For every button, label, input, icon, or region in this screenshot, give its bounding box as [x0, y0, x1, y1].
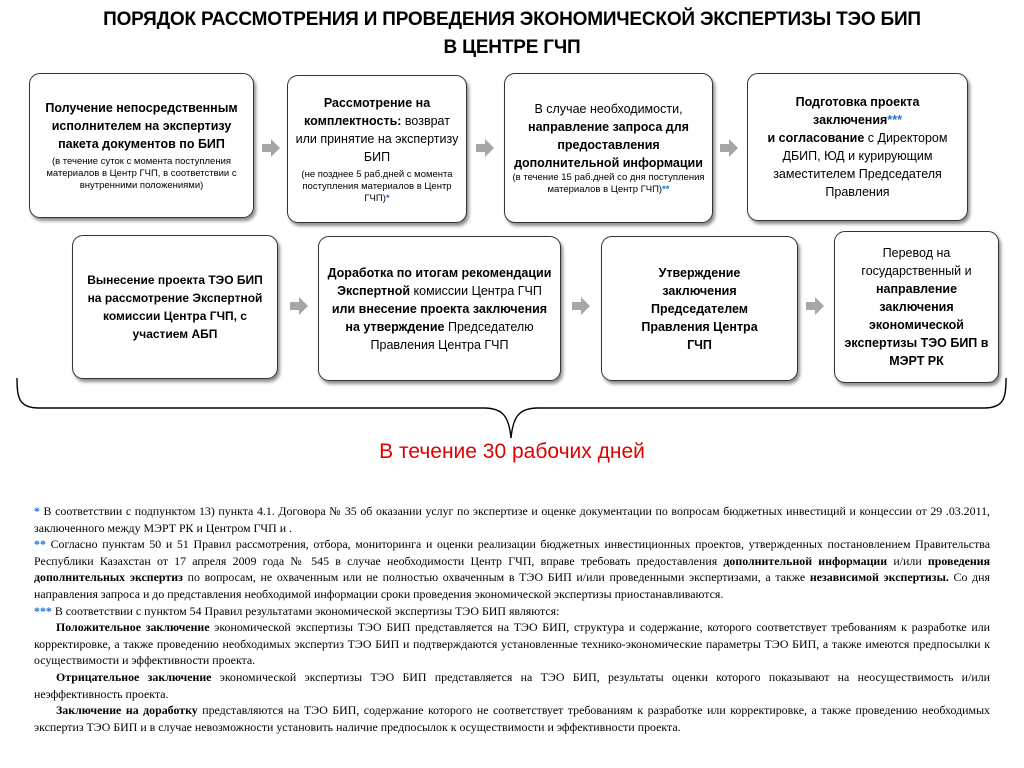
- page-title: ПОРЯДОК РАССМОТРЕНИЯ И ПРОВЕДЕНИЯ ЭКОНОМИЧЕСКОЙ ЭКСПЕРТИЗЫ ТЭО БИП: [103, 9, 921, 30]
- step-8-box: [834, 231, 999, 383]
- step-2-bold: Рассмотрение на комплектность:: [304, 95, 431, 128]
- step-6-box: [318, 236, 561, 381]
- step-3-note: (в течение 15 раб.дней со дня поступления материалов в Центр ГЧП): [512, 172, 705, 195]
- step-2-text: возврат или принятие на экспертизу БИП: [295, 113, 459, 164]
- step-4-bold2: и согласование: [767, 131, 865, 145]
- step-8-plain: Перевод на государственный и: [861, 246, 972, 278]
- arrow-right-icon: [476, 139, 494, 157]
- footnote-positive: [34, 619, 990, 669]
- step-5-box: [72, 235, 278, 379]
- step-4-box: [747, 73, 968, 221]
- step-2-box: [287, 75, 467, 223]
- footnote-1-mark: *: [34, 504, 40, 518]
- footnote-2-mark: **: [34, 537, 46, 552]
- step-6-plain1: комиссии Центра ГЧП: [410, 283, 542, 298]
- step-1-box: [29, 73, 254, 218]
- footnotes: [34, 503, 990, 735]
- footnote-3-mark: ***: [34, 603, 52, 618]
- step-3-box: [504, 73, 713, 223]
- footnote-1: [34, 503, 990, 536]
- step-5-text: Вынесение проекта ТЭО БИП на рассмотрение Экспертной комиссии Центра ГЧП, с участием АБП: [87, 273, 263, 341]
- step-3-bold: направление запроса для предоставления дополнительной информации: [514, 120, 703, 170]
- footnote-2-text-c: и/или: [887, 553, 928, 568]
- arrow-right-icon: [262, 139, 280, 157]
- step-2-note: (не позднее 5 раб.дней с момента поступления материалов в Центр ГЧП): [301, 168, 453, 204]
- step-1-text: Получение непосредственным исполнителем на экспертизу пакета документов по БИП: [45, 101, 238, 151]
- arrow-right-icon: [806, 297, 824, 315]
- step-6-bold1: Доработка по итогам рекомендации Экспертной: [327, 265, 552, 298]
- revision-conclusion-text: представляются на ТЭО БИП, содержание которого не соответствует требованиям к разработке или корректировке, а также проведению необходимых экспертиз ТЭО БИП и в случае невозможности установить наличие предпосылок к осуществимости и эффективности проекта.: [34, 703, 991, 734]
- footnote-2-bold-2: проведения дополнительных экспертиз: [34, 553, 991, 585]
- footnote-2: [34, 536, 990, 602]
- footnote-revision: [34, 702, 990, 735]
- negative-conclusion-label: Отрицательное заключение: [56, 669, 212, 684]
- positive-conclusion-label: Положительное заключение: [56, 620, 210, 635]
- step-2-mark: *: [385, 192, 390, 204]
- footnote-2-text-e: Со дня направления запроса и до представления необходимой информации сроки проведения экономической экспертизы приостанавливаются.: [34, 570, 990, 601]
- footnote-negative: [34, 669, 990, 702]
- footnote-3: [34, 603, 990, 620]
- step-7-text: Утверждение заключения Председателем Правления Центра ГЧП: [641, 265, 758, 352]
- step-6-bold2: или внесение проекта заключения на утверждение: [331, 301, 548, 334]
- footnote-2-text-a: Согласно пунктам 50 и 51 Правил рассмотрения, отбора, мониторинга и оценки реализации бюджетных инвестиционных проектов, утвержденных постановлением Правительства Республики Казахстан от 17 апреля 2009 года № 545 в случае необходимости Центр ГЧП, вправе требовать предоставления: [34, 537, 990, 568]
- footnote-2-bold-1: дополнительной информации: [723, 553, 888, 568]
- step-4-text: с Директором ДБИП, ЮД и курирующим заместителем Председателя Правления: [773, 131, 948, 199]
- step-7-box: [601, 236, 798, 381]
- footnote-2-text-d: по вопросам, не охваченным или не полностью охваченным в ТЭО БИП и/или проведенными экспертизами, а также: [182, 570, 810, 585]
- arrow-right-icon: [572, 297, 590, 315]
- step-3-pre: В случае необходимости,: [534, 102, 683, 116]
- footnote-1-text: В соответствии с подпунктом 13) пункта 4.1. Договора № 35 об оказании услуг по экспертизе и оценке документации по вопросам бюджетных инвестиций и концессии от 29 .03.2011, заключенного между МЭРТ РК и Центром ГЧП и .: [34, 504, 990, 535]
- step-4-mark: ***: [887, 113, 902, 127]
- arrow-right-icon: [720, 139, 738, 157]
- step-4-bold1: Подготовка проекта заключения: [795, 95, 920, 127]
- footnote-2-bold-3: независимой экспертизы.: [809, 570, 949, 585]
- negative-conclusion-text: экономической экспертизы ТЭО БИП представляется на ТЭО БИП, результаты оценки которого показывают на неосуществимость и/или неэффективность проекта.: [34, 669, 991, 701]
- step-6-plain2: Председателю Правления Центра ГЧП: [370, 319, 534, 352]
- step-8-bold: направление заключения экономической экспертизы ТЭО БИП в МЭРТ РК: [844, 282, 989, 368]
- period-label: В течение 30 рабочих дней: [379, 440, 645, 463]
- page-title-line2: В ЦЕНТРЕ ГЧП: [443, 37, 581, 58]
- footnote-3-text: В соответствии с пунктом 54 Правил результатами экономической экспертизы ТЭО БИП являются:: [51, 603, 560, 618]
- revision-conclusion-label: Заключение на доработку: [56, 703, 198, 718]
- brace-icon: [14, 378, 1009, 442]
- arrow-right-icon: [290, 297, 308, 315]
- step-1-note: (в течение суток с момента поступления материалов в Центр ГЧП, в соответствии с внутренними положениями): [46, 156, 237, 191]
- positive-conclusion-text: экономической экспертизы ТЭО БИП представляется на ТЭО БИП, структура и содержание, которого соответствует требованиям к разработке или корректировке, а также проведению необходимых экспертиз ТЭО БИП и подтверждаются установленные технико-экономические параметры ТЭО БИП, а также имеются предпосылки к осуществимости и эффективности проекта.: [34, 620, 990, 668]
- step-3-mark: **: [662, 184, 670, 195]
